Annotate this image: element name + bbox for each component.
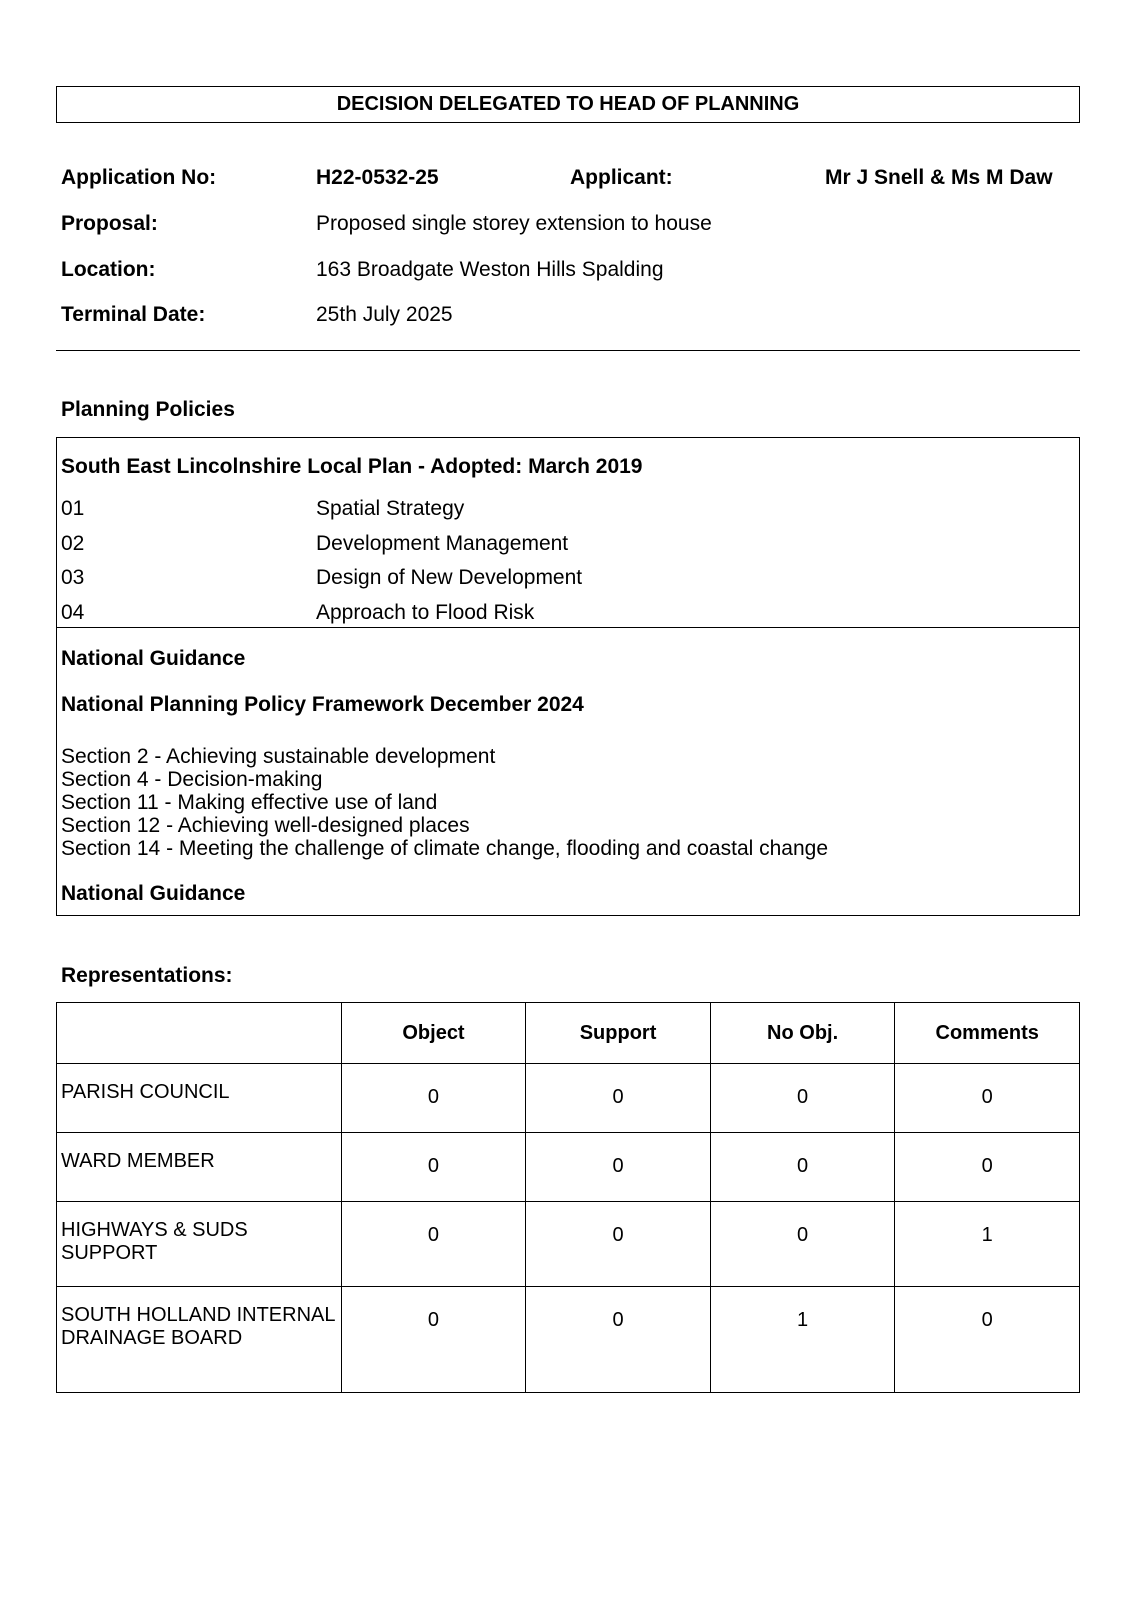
page-title: DECISION DELEGATED TO HEAD OF PLANNING (56, 86, 1080, 123)
policy-code: 03 (61, 566, 85, 589)
table-row (57, 1287, 1080, 1393)
table-row (57, 1133, 1080, 1202)
local-plan-title: South East Lincolnshire Local Plan - Adopted: March 2019 (61, 455, 643, 478)
object-count: 0 (341, 1133, 526, 1202)
no-obj-count: 1 (710, 1287, 895, 1393)
support-count: 0 (526, 1133, 711, 1202)
nppf-section: Section 4 - Decision-making (61, 768, 323, 791)
table-header-row (57, 1003, 1080, 1064)
table-row (57, 1064, 1080, 1133)
nppf-section: Section 14 - Meeting the challenge of climate change, flooding and coastal change (61, 837, 829, 860)
location-value: 163 Broadgate Weston Hills Spalding (316, 258, 664, 281)
table-row (57, 1202, 1080, 1287)
proposal-label: Proposal: (61, 212, 158, 235)
policy-name: Approach to Flood Risk (316, 601, 535, 624)
consultee-name: HIGHWAYS & SUDS SUPPORT (57, 1202, 342, 1287)
terminal-date-value: 25th July 2025 (316, 303, 453, 326)
applicant-label: Applicant: (570, 166, 673, 189)
terminal-date-label: Terminal Date: (61, 303, 206, 326)
column-header (57, 1003, 342, 1064)
column-header: Comments (895, 1003, 1080, 1064)
divider (56, 350, 1080, 351)
comments-count: 0 (895, 1064, 1080, 1133)
policy-code: 02 (61, 532, 85, 555)
applicant-value: Mr J Snell & Ms M Daw (825, 166, 1053, 189)
consultee-name: WARD MEMBER (57, 1133, 342, 1202)
support-count: 0 (526, 1202, 711, 1287)
support-count: 0 (526, 1064, 711, 1133)
consultee-name: PARISH COUNCIL (57, 1064, 342, 1133)
consultee-name: SOUTH HOLLAND INTERNAL DRAINAGE BOARD (57, 1287, 342, 1393)
location-label: Location: (61, 258, 156, 281)
policy-name: Design of New Development (316, 566, 583, 589)
support-count: 0 (526, 1287, 711, 1393)
representations-table (56, 1002, 1080, 1393)
policy-code: 01 (61, 497, 85, 520)
policy-name: Spatial Strategy (316, 497, 465, 520)
object-count: 0 (341, 1287, 526, 1393)
application-no-label: Application No: (61, 166, 217, 189)
no-obj-count: 0 (710, 1202, 895, 1287)
no-obj-count: 0 (710, 1133, 895, 1202)
no-obj-count: 0 (710, 1064, 895, 1133)
column-header: No Obj. (710, 1003, 895, 1064)
column-header: Support (526, 1003, 711, 1064)
object-count: 0 (341, 1202, 526, 1287)
policy-name: Development Management (316, 532, 569, 555)
comments-count: 1 (895, 1202, 1080, 1287)
comments-count: 0 (895, 1133, 1080, 1202)
nppf-section: Section 2 - Achieving sustainable development (61, 745, 496, 768)
nppf-sections (61, 745, 828, 860)
national-guidance-footer: National Guidance (61, 882, 246, 905)
national-guidance-heading: National Guidance (61, 647, 246, 670)
representations-heading: Representations: (61, 964, 233, 987)
planning-policies-heading: Planning Policies (61, 398, 235, 421)
nppf-title: National Planning Policy Framework December 2024 (61, 693, 584, 716)
nppf-section: Section 11 - Making effective use of land (61, 791, 438, 814)
policy-divider (56, 627, 1080, 628)
comments-count: 0 (895, 1287, 1080, 1393)
object-count: 0 (341, 1064, 526, 1133)
proposal-value: Proposed single storey extension to house (316, 212, 712, 235)
column-header: Object (341, 1003, 526, 1064)
policy-code: 04 (61, 601, 85, 624)
nppf-section: Section 12 - Achieving well-designed places (61, 814, 470, 837)
application-no-value: H22-0532-25 (316, 166, 439, 189)
